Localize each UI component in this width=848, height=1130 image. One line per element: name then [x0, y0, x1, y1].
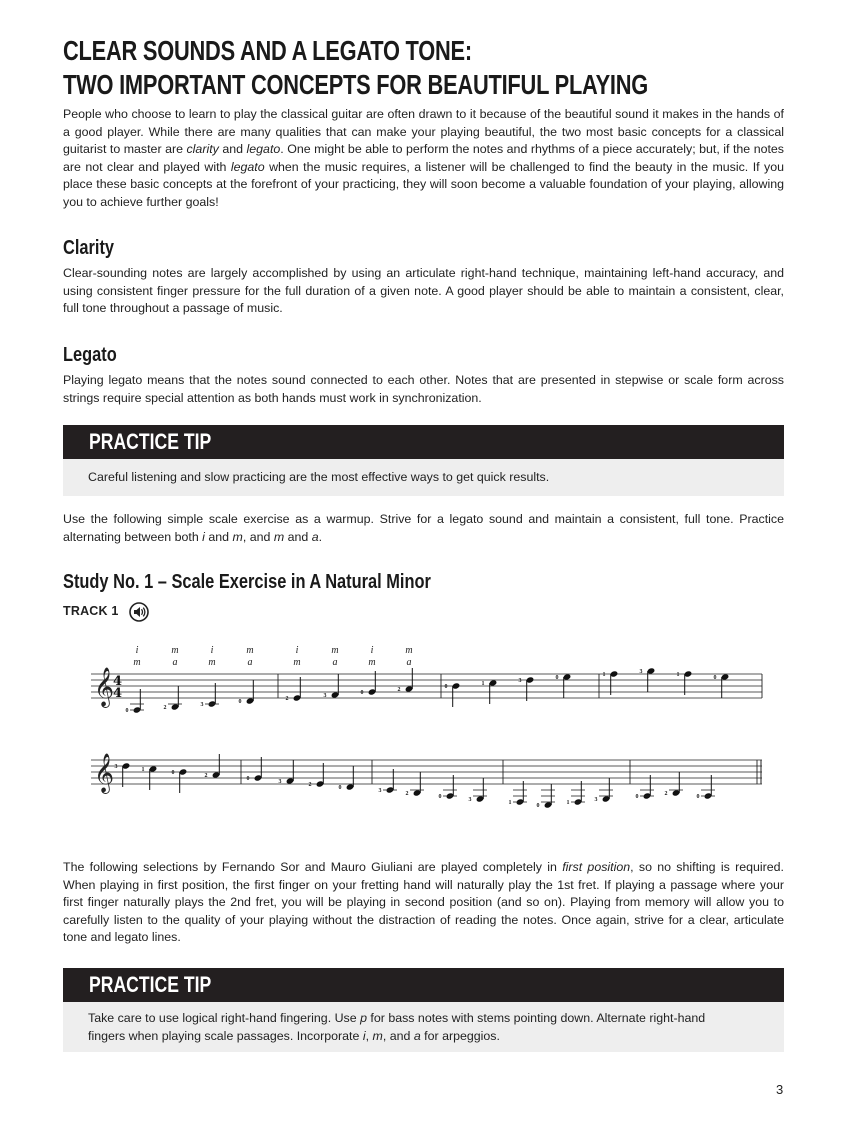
clarity-paragraph: Clear-sounding notes are largely accomplished by using an articulate right-hand technique, maintaining left-hand accuracy, and using consistent finger pressure for the full duration of a given note. A good player should be able to maintain a consistent, clear, full tone throughout a passage of music.: [63, 266, 784, 316]
fingering-bottom-a: a: [332, 657, 338, 668]
tip2-text-2: for bass notes with stems pointing down. Alternate right-hand fingers when playing scale passages. Incorporate: [88, 1011, 706, 1043]
selections-text-1: The following selections by Fernando Sor and Mauro Giuliani are played completely in: [63, 860, 563, 874]
tip2-finger-m: m: [372, 1029, 383, 1043]
fret-number: 1: [566, 800, 570, 806]
fingering-bottom-a: a: [406, 657, 412, 668]
tip2-text-1: Take care to use logical right-hand fingering. Use: [88, 1011, 361, 1025]
fret-number: 3: [278, 779, 282, 785]
fingering-bottom-a: a: [247, 657, 253, 668]
fingering-top-m: m: [246, 645, 254, 656]
selections-text-2: , so no shifting is required. When playing in first position, the first finger on your fretting hand will naturally play the 1st fret. If playing a passage where your first finger naturally plays the 2nd fret, you will be playing in second position (and so on). Playing from memory will allow you to carefully listen to the quality of your playing without the distraction of reading the notes. Once again, strive for a clear, articulate tone and legato lines.: [63, 860, 784, 945]
fingering-top-m: m: [171, 645, 179, 656]
music-score: [0, 630, 848, 830]
fret-number: 1: [141, 767, 145, 773]
study-heading: Study No. 1 – Scale Exercise in A Natural Minor: [63, 571, 431, 593]
legato-paragraph: Playing legato means that the notes sound connected to each other. Notes that are presented in stepwise or scale form across strings require special attention as both hands must work in synchronization.: [63, 373, 784, 405]
practice-tip-1-title: PRACTICE TIP: [89, 429, 212, 454]
fret-number: 0: [125, 708, 129, 714]
fret-number: 3: [114, 764, 118, 770]
warmup-text-3: , and: [242, 529, 274, 544]
fret-number: 2: [397, 687, 401, 693]
fingering-top-i: i: [370, 645, 374, 656]
tip2-finger-i: i: [362, 1029, 366, 1043]
fret-number: 0: [338, 785, 342, 791]
page-title-line-2: TWO IMPORTANT CONCEPTS FOR BEAUTIFUL PLAYING: [63, 69, 649, 100]
intro-emphasis-legato: legato: [246, 142, 281, 157]
fret-number: 2: [308, 782, 312, 788]
selections-paragraph: [63, 859, 784, 947]
intro-emphasis-clarity: clarity: [186, 142, 219, 157]
fret-number: 0: [246, 776, 250, 782]
fingering-top-i: i: [135, 645, 139, 656]
fret-number: 3: [594, 797, 598, 803]
right-hand-fingering: [133, 645, 412, 668]
warmup-paragraph: [63, 511, 784, 546]
selections-emphasis-first-position: first position: [562, 860, 631, 874]
intro-text-3: . One might be able to perform the notes and rhythms of a piece accurately; but, if the notes are not clear and played with: [63, 142, 785, 174]
fingering-top-m: m: [405, 645, 413, 656]
page-title: [63, 34, 649, 102]
fingering-top-m: m: [331, 645, 339, 656]
warmup-finger-a: a: [311, 529, 319, 544]
track-label: TRACK 1: [63, 604, 119, 618]
time-signature-top: 4: [113, 674, 123, 689]
fret-number: 2: [204, 773, 208, 779]
practice-tip-2-box: [63, 1002, 784, 1052]
warmup-finger-i: i: [202, 529, 205, 544]
warmup-text-1: Use the following simple scale exercise as a warmup. Strive for a legato sound and maintain a consistent, full tone. Practice alternating between both: [63, 512, 784, 544]
fret-number: 0: [438, 794, 442, 800]
fret-number: 1: [481, 681, 485, 687]
intro-emphasis-legato-2: legato: [230, 159, 265, 174]
speaker-icon[interactable]: [129, 602, 149, 622]
tip2-finger-p: p: [360, 1011, 367, 1025]
tip2-text-3: ,: [365, 1029, 373, 1043]
practice-tip-2-title: PRACTICE TIP: [89, 972, 212, 997]
page-title-line-1: CLEAR SOUNDS AND A LEGATO TONE:: [63, 35, 472, 66]
fingering-bottom-m: m: [133, 657, 141, 668]
clarity-heading: Clarity: [63, 237, 115, 259]
practice-tip-1-box: [63, 459, 784, 496]
tip2-text-4: , and: [382, 1029, 414, 1043]
practice-tip-1-text: Careful listening and slow practicing are the most effective ways to get quick results.: [88, 470, 550, 484]
warmup-finger-m: m: [232, 529, 243, 544]
fret-number: 3: [639, 669, 643, 675]
fret-number: 0: [536, 803, 540, 809]
fret-number: 3: [468, 797, 472, 803]
fret-number: 2: [405, 791, 409, 797]
fret-number: 0: [444, 684, 448, 690]
fret-number: 1: [508, 800, 512, 806]
intro-text-4: when the music requires, a listener will be challenged to find the beauty in the music. If you place these basic concepts at the forefront of your practicing, they will soon become a valuable foundation of your playing, allowing you to achieve further goals!: [63, 159, 784, 209]
warmup-text-4: and: [284, 529, 312, 544]
fret-number: 2: [163, 705, 167, 711]
practice-tip-1-header: [63, 425, 784, 459]
fret-number: 3: [518, 678, 522, 684]
fret-number: 3: [200, 702, 204, 708]
fret-number: 0: [360, 690, 364, 696]
fret-number: 1: [602, 672, 606, 678]
staff-system-1: [91, 667, 762, 714]
treble-clef: 𝄞: [94, 667, 115, 707]
warmup-finger-m-2: m: [273, 529, 285, 544]
fret-number: 0: [555, 675, 559, 681]
fret-number: 0: [713, 675, 717, 681]
practice-tip-2-header: [63, 968, 784, 1002]
fret-number: 1: [676, 672, 680, 678]
intro-paragraph: [63, 106, 784, 212]
practice-tip-2-text: [88, 1009, 738, 1045]
fret-number: 3: [378, 788, 382, 794]
staff-system-2: [91, 753, 762, 809]
warmup-text-5: .: [318, 529, 323, 544]
intro-text-2: and: [218, 142, 247, 157]
fret-number: 2: [285, 696, 289, 702]
treble-clef: 𝄞: [94, 753, 115, 793]
fingering-bottom-a: a: [172, 657, 178, 668]
fingering-bottom-m: m: [368, 657, 376, 668]
tip2-finger-a: a: [413, 1029, 421, 1043]
fret-number: 3: [323, 693, 327, 699]
warmup-text-2: and: [204, 529, 233, 544]
fingering-bottom-m: m: [208, 657, 216, 668]
fret-number: 0: [635, 794, 639, 800]
fret-number: 0: [171, 770, 175, 776]
fret-number: 2: [664, 791, 668, 797]
time-signature-bottom: 4: [113, 686, 123, 701]
tip2-text-5: for arpeggios.: [420, 1029, 500, 1043]
intro-text-1: People who choose to learn to play the classical guitar are often drawn to it because of the beautiful sound it makes in the hands of a good player. While there are many qualities that can make your playing beautiful, the two most basic concepts for a classical guitarist to master are: [63, 107, 784, 157]
fingering-top-i: i: [295, 645, 299, 656]
fingering-top-i: i: [210, 645, 214, 656]
fret-number: 0: [238, 699, 242, 705]
page-number: 3: [776, 1082, 784, 1097]
legato-heading: Legato: [63, 344, 117, 366]
fret-number: 0: [696, 794, 700, 800]
fingering-bottom-m: m: [293, 657, 301, 668]
